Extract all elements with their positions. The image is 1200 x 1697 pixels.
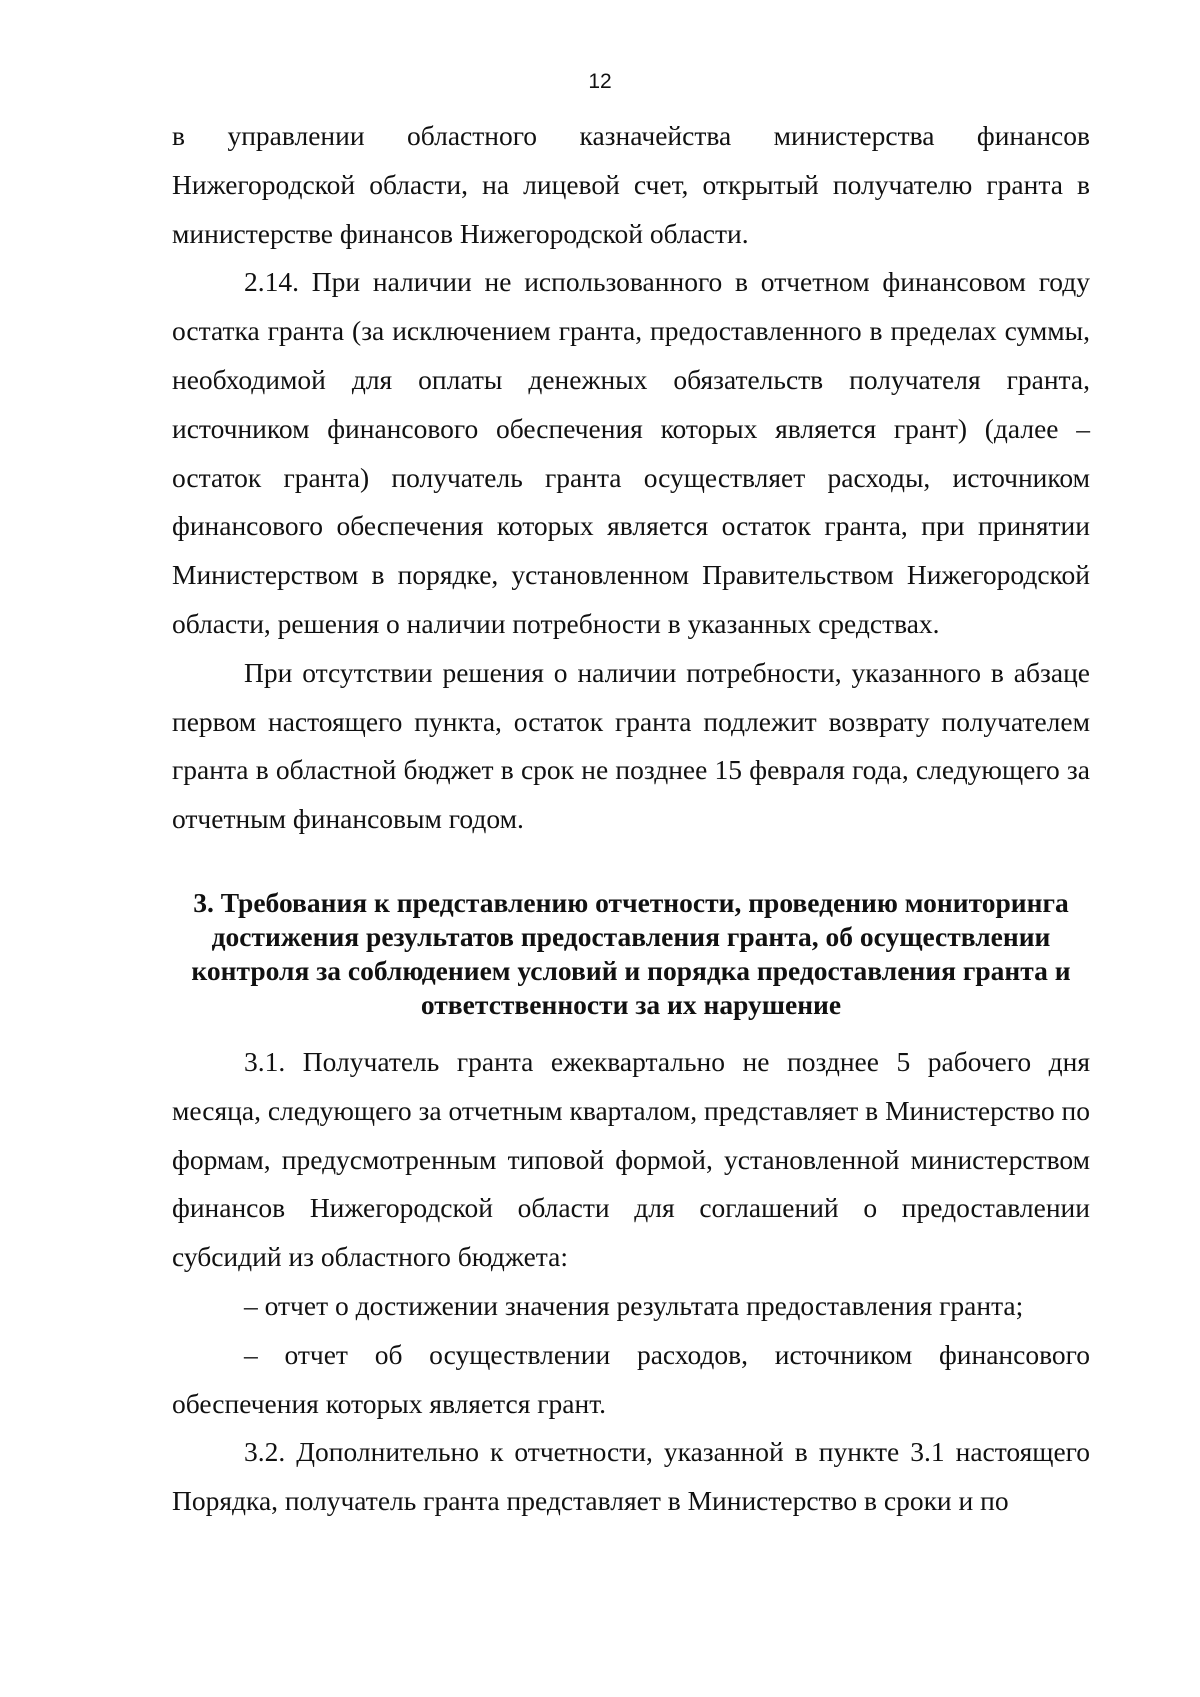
list-item-report-expenses: – отчет об осуществлении расходов, источником финансового обеспечения которых является грант. <box>172 1338 1090 1419</box>
document-body <box>172 112 1090 1526</box>
list-item-report-result: – отчет о достижении значения результата предоставления гранта; <box>244 1289 1024 1321</box>
paragraph-2-14: 2.14. При наличии не использованного в отчетном финансовом году остатка гранта (за исключением гранта, предоставленного в пределах суммы, необходимой для оплаты денежных обязательств получателя гранта, источником финансового обеспечения которых является грант) (далее – остаток гранта) получатель гранта осуществляет расходы, источником финансового обеспечения которых является остаток гранта, при принятии Министерством в порядке, установленном Правительством Нижегородской области, решения о наличии потребности в указанных средствах. <box>172 266 1090 639</box>
paragraph-3-2: 3.2. Дополнительно к отчетности, указанной в пункте 3.1 настоящего Порядка, получатель гранта представляет в Министерство в сроки и по <box>172 1436 1090 1517</box>
paragraph-continuation: в управлении областного казначейства министерства финансов Нижегородской области, на лицевой счет, открытый получателю гранта в министерстве финансов Нижегородской области. <box>172 120 1090 249</box>
section-3-heading: 3. Требования к представлению отчетности, проведению мониторинга достижения результатов предоставления гранта, об осуществлении контроля за соблюдением условий и порядка предоставления гранта и ответственности за их нарушение <box>191 886 1071 1020</box>
page-number: 12 <box>588 70 612 93</box>
paragraph-no-decision: При отсутствии решения о наличии потребности, указанного в абзаце первом настоящего пункта, остаток гранта подлежит возврату получателем гранта в областной бюджет в срок не позднее 15 февраля года, следующего за отчетным финансовым годом. <box>172 656 1090 835</box>
paragraph-3-1: 3.1. Получатель гранта ежеквартально не позднее 5 рабочего дня месяца, следующего за отчетным кварталом, представляет в Министерство по формам, предусмотренным типовой формой, установленной министерством финансов Нижегородской области для соглашений о предоставлении субсидий из областного бюджета: <box>172 1045 1090 1273</box>
